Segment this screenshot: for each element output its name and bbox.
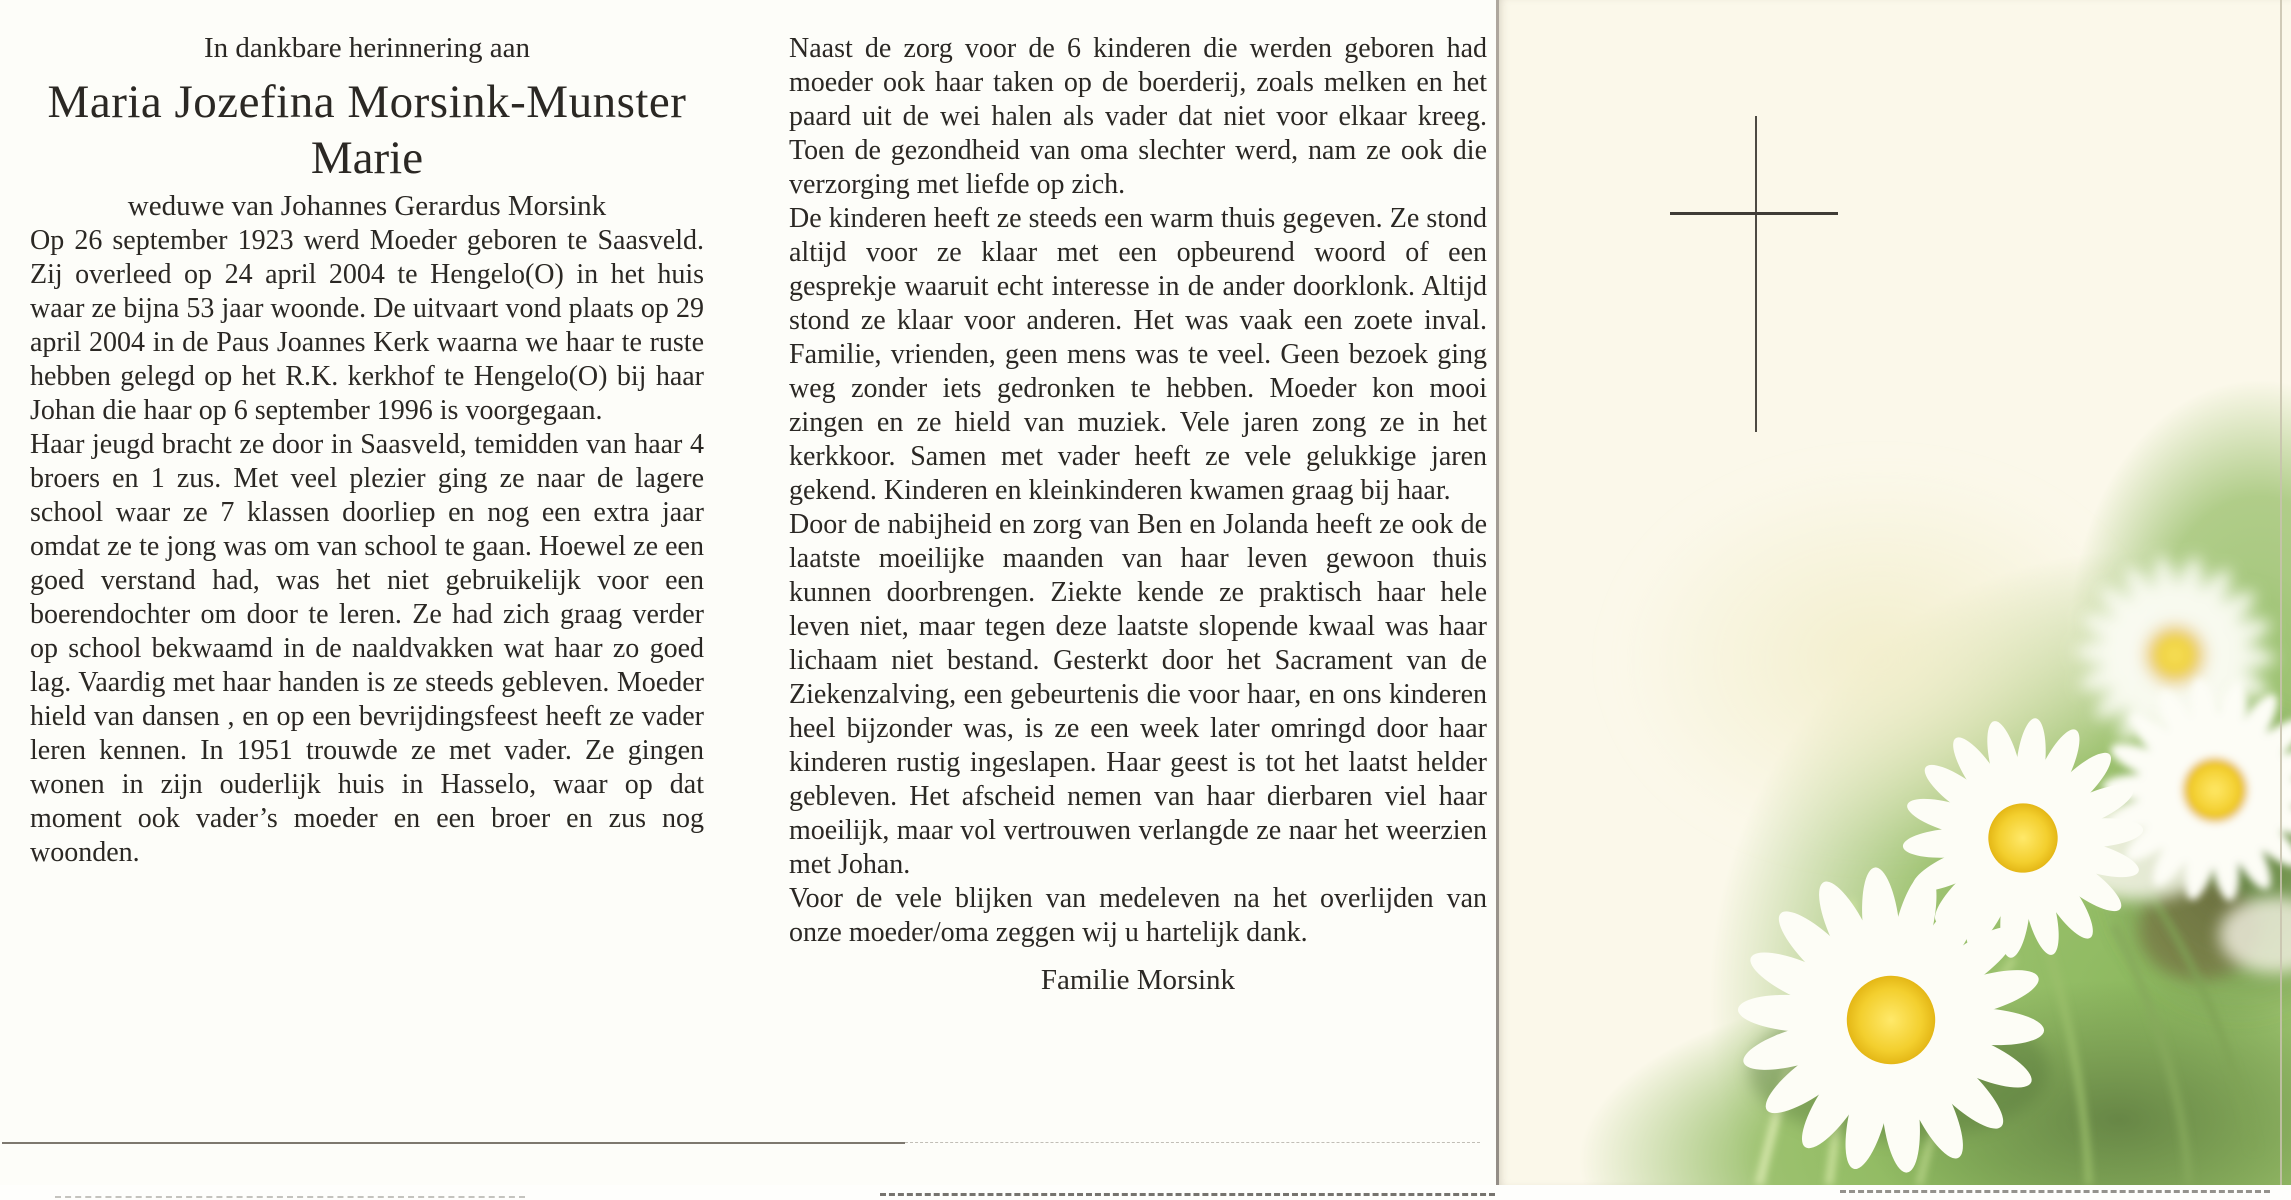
page-edge-line xyxy=(2,1142,905,1144)
memorial-paragraph: Naast de zorg voor de 6 kinderen die werden geboren had moeder ook haar taken op de boerderij, zoals melken en het paard uit de wei halen als vader dat niet voor elkaar kreeg. Toen de gezondheid van oma slechter werd, nam ze ook die verzorging met liefde op zich. xyxy=(789,33,1487,200)
right-page xyxy=(1499,0,2291,1185)
scan-edge-dashes xyxy=(1840,1190,2270,1193)
memorial-paragraph: Op 26 september 1923 werd Moeder geboren te Saasveld. Zij overleed op 24 april 2004 te Hengelo(O) in het huis waar ze bijna 53 jaar woonde. De uitvaart vond plaats op 29 april 2004 in de Paus Joannes Kerk waarna we haar te ruste hebben gelegd op het R.K. kerkhof te Hengelo(O) bij haar Johan die haar op 6 september 1996 is voorgegaan. xyxy=(30,225,704,426)
page-edge-line xyxy=(905,1142,1480,1143)
memorial-paragraph: De kinderen heeft ze steeds een warm thuis gegeven. Ze stond altijd voor ze klaar met een opbeurend woord of een gesprekje waaruit echt interesse in de ander doorklonk. Altijd stond ze klaar voor anderen. Het was vaak een zoete inval. Familie, vrienden, geen mens was te veel. Geen bezoek ging weg zonder iets gedronken te hebben. Moeder kon mooi zingen en ze hield van muziek. Vele jaren zong ze in het kerkkoor. Samen met vader heeft ze vele gelukkige jaren gekend. Kinderen en kleinkinderen kwamen graag bij haar. xyxy=(789,203,1487,506)
widow-line: weduwe van Johannes Gerardus Morsink xyxy=(127,190,607,222)
daisies-photo xyxy=(1499,0,2291,1185)
scan-edge-line xyxy=(2280,0,2282,1185)
cross-icon xyxy=(1670,212,1838,215)
deceased-nickname: Marie xyxy=(310,132,424,184)
memorial-paragraph: Door de nabijheid en zorg van Ben en Jolanda heeft ze ook de laatste moeilijke maanden van haar leven gewoon thuis kunnen doorbrengen. Ziekte kende ze praktisch haar hele leven niet, maar tegen deze laatste slopende kwaal was haar lichaam niet bestand. Gesterkt door het Sacrament van de Ziekenzalving, een gebeurtenis die voor haar, en ons kinderen heel bijzonder was, is ze een week later omringd door haar kinderen rustig ingeslapen. Haar geest is tot het laatst helder gebleven. Het afscheid nemen van haar dierbaren viel haar moeilijk, maar vol vertrouwen verlangde ze naar het weerzien met Johan. xyxy=(789,509,1487,880)
scan-edge-dashes xyxy=(880,1193,1495,1196)
intro-line: In dankbare herinnering aan xyxy=(203,32,531,64)
inner-right-column xyxy=(789,0,1487,1185)
family-signature: Familie Morsink xyxy=(1040,964,1236,996)
cross-icon xyxy=(1755,116,1757,432)
scan-edge-dashes xyxy=(55,1196,525,1198)
thanks-paragraph: Voor de vele blijken van medeleven na het overlijden van onze moeder/oma zeggen wij u hartelijk dank. xyxy=(789,883,1487,948)
inner-left-column xyxy=(30,0,704,1185)
deceased-name: Maria Jozefina Morsink-Munster xyxy=(47,76,687,128)
memorial-paragraph: Haar jeugd bracht ze door in Saasveld, temidden van haar 4 broers en 1 zus. Met veel plezier ging ze naar de lagere school waar ze 7 klassen doorliep en nog een extra jaar omdat ze te jong was om van school te gaan. Hoewel ze een goed verstand had, was het niet gebruikelijk voor een boerendochter om door te leren. Ze had zich graag verder op school bekwaamd in de naaldvakken wat haar zo goed lag. Vaardig met haar handen is ze steeds gebleven. Moeder hield van dansen , en op een bevrijdingsfeest heeft ze vader leren kennen. In 1951 trouwde ze met vader. Ze gingen wonen in zijn ouderlijk huis in Hasselo, waar op dat moment ook vader’s moeder en een broer en zus nog woonden. xyxy=(30,429,704,868)
